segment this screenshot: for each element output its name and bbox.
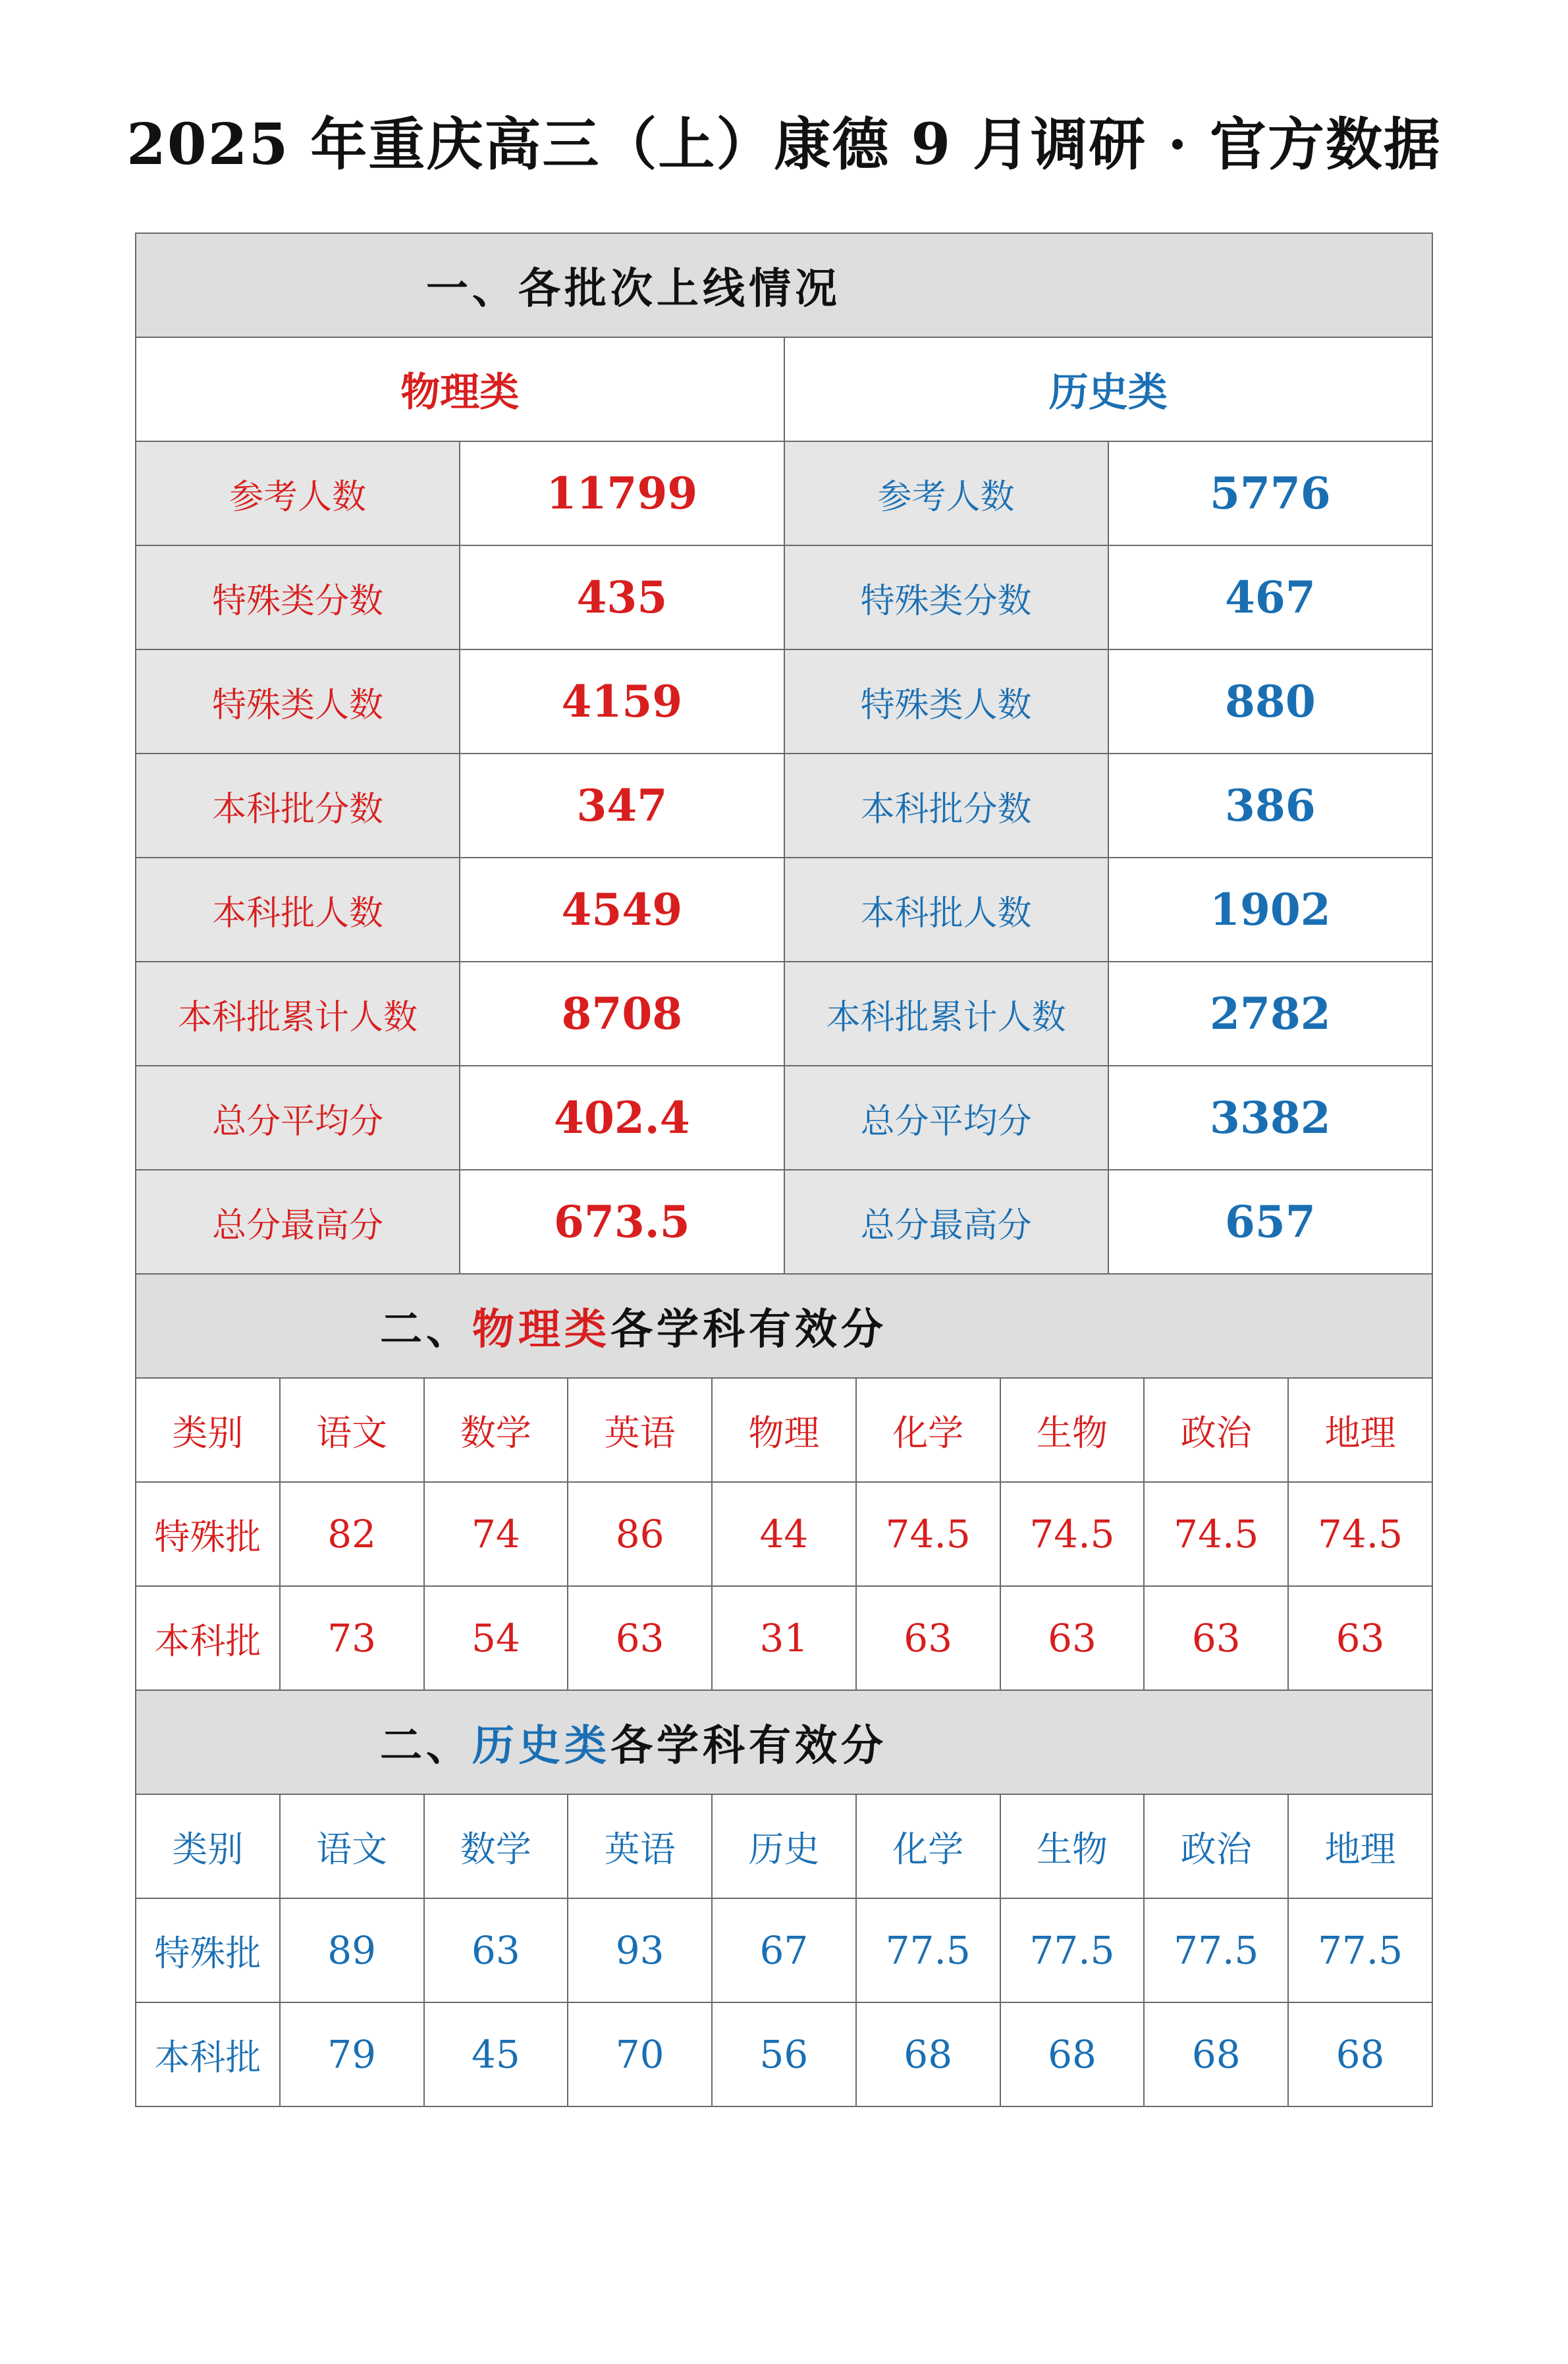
history-row-value: 2782: [1108, 962, 1432, 1066]
physics-row-label: 本科批分数: [136, 754, 460, 858]
batch-cutoff-table: [135, 233, 1433, 1275]
subject-score-cell: 74: [424, 1482, 568, 1586]
subject-score-cell: 79: [280, 2002, 424, 2106]
subject-header-cell: 地理: [1288, 1378, 1432, 1482]
physics-row-label: 总分最高分: [136, 1170, 460, 1274]
subject-score-row: [136, 2002, 1432, 2106]
physics-row-value: 402.4: [460, 1066, 784, 1170]
history-row-value: 3382: [1108, 1066, 1432, 1170]
history-row-label: 本科批累计人数: [784, 962, 1108, 1066]
section1-title: 一、各批次上线情况: [426, 264, 841, 314]
physics-row-value: 4549: [460, 858, 784, 962]
section2-title-prefix: 二、: [380, 1305, 472, 1354]
subject-header-cell: 语文: [280, 1378, 424, 1482]
subject-header-cell: 地理: [1288, 1794, 1432, 1898]
physics-row-label: 特殊类人数: [136, 649, 460, 754]
section3-title-highlight: 历史类: [472, 1721, 610, 1771]
batch-name-cell: 本科批: [136, 1586, 280, 1690]
physics-row-label: 总分平均分: [136, 1066, 460, 1170]
history-row-value: 657: [1108, 1170, 1432, 1274]
section2-title-suffix: 各学科有效分: [610, 1305, 887, 1354]
subject-score-cell: 67: [712, 1898, 856, 2002]
subject-score-row: [136, 1482, 1432, 1586]
physics-row-value: 435: [460, 545, 784, 649]
batch-row: [136, 441, 1432, 545]
section3-title-suffix: 各学科有效分: [610, 1721, 887, 1771]
history-row-label: 特殊类人数: [784, 649, 1108, 754]
history-row-label: 本科批分数: [784, 754, 1108, 858]
subject-score-cell: 89: [280, 1898, 424, 2002]
physics-row-label: 参考人数: [136, 441, 460, 545]
subject-score-cell: 68: [856, 2002, 1000, 2106]
subject-header-cell: 类别: [136, 1794, 280, 1898]
section2-title-highlight: 物理类: [472, 1305, 610, 1354]
batch-name-cell: 特殊批: [136, 1482, 280, 1586]
subject-header-cell: 语文: [280, 1794, 424, 1898]
batch-row: [136, 754, 1432, 858]
subject-header-cell: 生物: [1000, 1794, 1145, 1898]
subject-score-cell: 70: [568, 2002, 712, 2106]
subject-header-cell: 数学: [424, 1794, 568, 1898]
subject-header-cell: 英语: [568, 1794, 712, 1898]
subject-score-cell: 77.5: [1144, 1898, 1288, 2002]
subject-header-cell: 化学: [856, 1378, 1000, 1482]
subject-score-cell: 63: [1288, 1586, 1432, 1690]
subject-score-cell: 54: [424, 1586, 568, 1690]
subject-score-cell: 74.5: [856, 1482, 1000, 1586]
physics-subject-table: [135, 1273, 1433, 1691]
batch-name-cell: 特殊批: [136, 1898, 280, 2002]
history-row-value: 880: [1108, 649, 1432, 754]
subject-header-cell: 类别: [136, 1378, 280, 1482]
subject-header-cell: 政治: [1144, 1794, 1288, 1898]
subject-score-cell: 68: [1144, 2002, 1288, 2106]
subject-score-cell: 63: [568, 1586, 712, 1690]
history-row-value: 467: [1108, 545, 1432, 649]
history-row-label: 特殊类分数: [784, 545, 1108, 649]
subject-score-cell: 63: [1000, 1586, 1145, 1690]
subject-score-cell: 73: [280, 1586, 424, 1690]
subject-score-cell: 63: [1144, 1586, 1288, 1690]
subject-score-cell: 74.5: [1000, 1482, 1145, 1586]
subject-score-cell: 68: [1000, 2002, 1145, 2106]
physics-row-value: 4159: [460, 649, 784, 754]
subject-score-cell: 68: [1288, 2002, 1432, 2106]
batch-name-cell: 本科批: [136, 2002, 280, 2106]
subject-score-cell: 56: [712, 2002, 856, 2106]
category-row: [136, 337, 1432, 441]
subject-score-cell: 74.5: [1288, 1482, 1432, 1586]
batch-row: [136, 649, 1432, 754]
physics-row-value: 11799: [460, 441, 784, 545]
results-sheet: [135, 233, 1433, 2107]
subject-header-row: [136, 1378, 1432, 1482]
batch-row: [136, 1066, 1432, 1170]
physics-row-label: 本科批人数: [136, 858, 460, 962]
history-row-value: 386: [1108, 754, 1432, 858]
subject-score-cell: 77.5: [1288, 1898, 1432, 2002]
history-row-label: 本科批人数: [784, 858, 1108, 962]
subject-score-row: [136, 1586, 1432, 1690]
physics-row-label: 本科批累计人数: [136, 962, 460, 1066]
subject-score-cell: 31: [712, 1586, 856, 1690]
subject-header-cell: 生物: [1000, 1378, 1145, 1482]
subject-header-cell: 物理: [712, 1378, 856, 1482]
history-row-label: 参考人数: [784, 441, 1108, 545]
physics-row-label: 特殊类分数: [136, 545, 460, 649]
history-category-label: 历史类: [784, 337, 1433, 441]
subject-header-cell: 历史: [712, 1794, 856, 1898]
batch-row: [136, 858, 1432, 962]
subject-header-cell: 数学: [424, 1378, 568, 1482]
subject-header-cell: 英语: [568, 1378, 712, 1482]
section3-header: [136, 1690, 1432, 1794]
history-row-label: 总分最高分: [784, 1170, 1108, 1274]
subject-score-cell: 77.5: [1000, 1898, 1145, 2002]
history-row-value: 5776: [1108, 441, 1432, 545]
subject-score-cell: 45: [424, 2002, 568, 2106]
section2-header: [136, 1274, 1432, 1378]
section3-title-prefix: 二、: [380, 1721, 472, 1771]
batch-row: [136, 1170, 1432, 1274]
history-subject-table: [135, 1690, 1433, 2107]
subject-score-row: [136, 1898, 1432, 2002]
subject-score-cell: 44: [712, 1482, 856, 1586]
subject-score-cell: 63: [424, 1898, 568, 2002]
physics-row-value: 347: [460, 754, 784, 858]
subject-score-cell: 86: [568, 1482, 712, 1586]
physics-row-value: 8708: [460, 962, 784, 1066]
subject-score-cell: 74.5: [1144, 1482, 1288, 1586]
subject-score-cell: 93: [568, 1898, 712, 2002]
page-title: 2025 年重庆高三（上）康德 9 月调研 · 官方数据: [126, 111, 1442, 178]
subject-score-cell: 82: [280, 1482, 424, 1586]
subject-score-cell: 77.5: [856, 1898, 1000, 2002]
subject-score-cell: 63: [856, 1586, 1000, 1690]
section1-header: [136, 233, 1432, 337]
physics-row-value: 673.5: [460, 1170, 784, 1274]
subject-header-row: [136, 1794, 1432, 1898]
physics-category-label: 物理类: [136, 337, 784, 441]
history-row-label: 总分平均分: [784, 1066, 1108, 1170]
subject-header-cell: 政治: [1144, 1378, 1288, 1482]
batch-row: [136, 545, 1432, 649]
history-row-value: 1902: [1108, 858, 1432, 962]
batch-row: [136, 962, 1432, 1066]
subject-header-cell: 化学: [856, 1794, 1000, 1898]
